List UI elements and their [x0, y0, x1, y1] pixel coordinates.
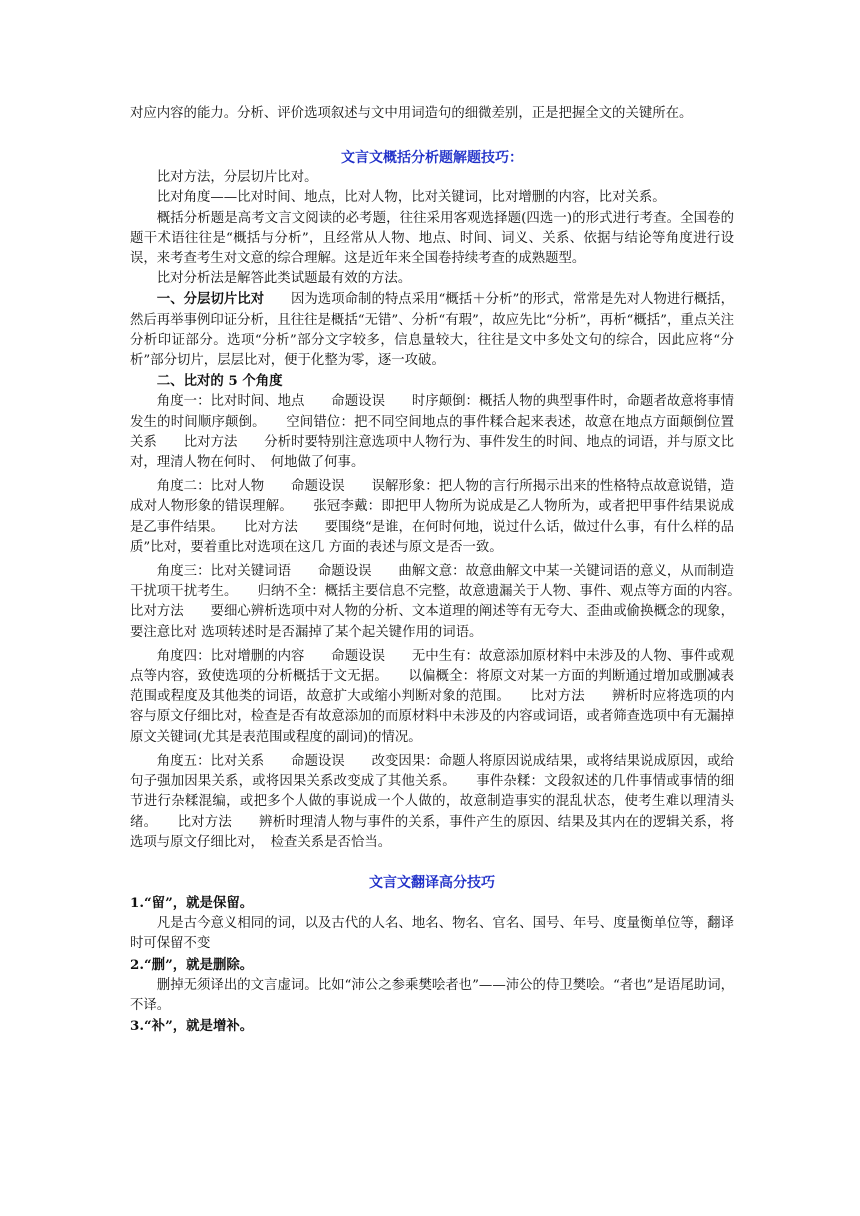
document-page [130, 104, 761, 1037]
layered-text: 因为选项命制的特点采用“概括＋分析”的形式，常常是先对人物进行概括，然后再举事例印证分析，且往往是概括“无错”、分析“有瑕”，故应先比“分析”，再析“概括”，重点关注分析印证部分。选项“分析”部分文字较多，信息量较大，往往是文中多处文句的综合，因此应将“分析”部分切片，层层比对，便于化整为零，逐一攻破。 [130, 292, 734, 369]
item-delete-heading [130, 955, 734, 976]
subheading-layered: 一、分层切片比对 [156, 291, 265, 308]
section-title-summary-analysis: 文言文概括分析题解题技巧： [341, 150, 523, 167]
subheading-five-angles: 二、比对的 5 个角度 [156, 373, 283, 390]
item-keep-heading [130, 893, 734, 914]
paragraph-method: 比对方法，分层切片比对。 [156, 170, 318, 186]
section-title-translation: 文言文翻译高分技巧 [369, 874, 495, 891]
paragraph-angle-1: 角度一：比对时间、地点 命题设误 时序颠倒：概括人物的典型事件时，命题者故意将事情发生的时间顺序颠倒。 空间错位：把不同空间地点的事件糅合起来表述，故意在地点方面颠倒位置关系 比对方法 分析时要特别注意选项中人物行为、事件发生的时间、地点的词语，并与原文比对，理清人物在何时、 何地做了何事。 [130, 394, 734, 471]
intro-paragraph: 对应内容的能力。分析、评价选项叙述与文中用词造句的细微差别，正是把握全文的关键所在。 [130, 106, 693, 121]
paragraph-angle-3: 角度三：比对关键词语 命题设误 曲解文意：故意曲解文中某一关键词语的意义，从而制造干扰项干扰考生。 归纳不全：概括主要信息不完整，故意遗漏关于人物、事件、观点等方面的内容。 比对方法 要细心辨析选项中对人物的分析、文本道理的阐述等有无夸大、歪曲或偷换概念的现象，要注意比对 选项转述时是否漏掉了某个起关键作用的词语。 [130, 564, 761, 640]
paragraph-layered-comparison [130, 289, 734, 371]
paragraph-angle-2: 角度二：比对人物 命题设误 误解形象：把人物的言行所揭示出来的性格特点故意说错，造成对人物形象的错误理解。 张冠李戴：即把甲人物所为说成是乙人物所为，或者把甲事件结果说成是乙事件结果。 比对方法 要围绕“是谁，在何时何地，说过什么话，做过什么事，有什么样的品质”比对，要着重比对选项在这几 方面的表述与原文是否一致。 [130, 479, 734, 555]
item-delete-label: 2.“删”，就是删除。 [130, 956, 254, 973]
paragraph-five-angles-head [130, 371, 734, 392]
item-supplement-label: 3.“补”，就是增补。 [130, 1018, 254, 1035]
paragraph-angles: 比对角度——比对时间、地点，比对人物，比对关键词，比对增删的内容，比对关系。 [156, 190, 666, 206]
paragraph-angle-5: 角度五：比对关系 命题设误 改变因果：命题人将原因说成结果，或将结果说成原因，或给句子强加因果关系，或将因果关系改变成了其他关系。 事件杂糅：文段叙述的几件事情或事情的细节进行杂糅混编，或把多个人做的事说成一个人做的，故意制造事实的混乱状态，使考生难以理清头绪。 比对方法 辨析时理清人物与事件的关系，事件产生的原因、结果及其内在的逻辑关系，将选项与原文仔细比对， 检查关系是否恰当。 [130, 753, 734, 850]
paragraph-angle-4: 角度四：比对增删的内容 命题设误 无中生有：故意添加原材料中未涉及的人物、事件或观点等内容，致使选项的分析概括于文无据。 以偏概全：将原文对某一方面的判断通过增加或删减表范围或程度及其他类的词语，故意扩大或缩小判断对象的范围。 比对方法 辨析时应将选项的内容与原文仔细比对，检查是否有故意添加的而原材料中未涉及的内容或词语，或者筛查选项中有无漏掉原文关键词(尤其是表范围或程度的副词)的情况。 [130, 648, 734, 745]
item-keep-label: 1.“留”，就是保留。 [130, 894, 254, 911]
paragraph-method-effective: 比对分析法是解答此类试题最有效的方法。 [156, 271, 412, 287]
item-delete-text: 删掉无须译出的文言虚词。比如“沛公之参乘樊哙者也”——沛公的侍卫樊哙。“者也”是语尾助词，不译。 [130, 977, 734, 1013]
paragraph-overview: 概括分析题是高考文言文阅读的必考题，往往采用客观选择题(四选一)的形式进行考查。全国卷的题干术语往往是“概括与分析”，且经常从人物、地点、时间、词义、关系、依据与结论等角度进行设误，来考查考生对文意的综合理解。这是近年来全国卷持续考查的成熟题型。 [130, 210, 734, 267]
item-supplement-heading [130, 1016, 734, 1037]
item-keep-text: 凡是古今意义相同的词，以及古代的人名、地名、物名、官名、国号、年号、度量衡单位等，翻译时可保留不变 [130, 916, 734, 952]
